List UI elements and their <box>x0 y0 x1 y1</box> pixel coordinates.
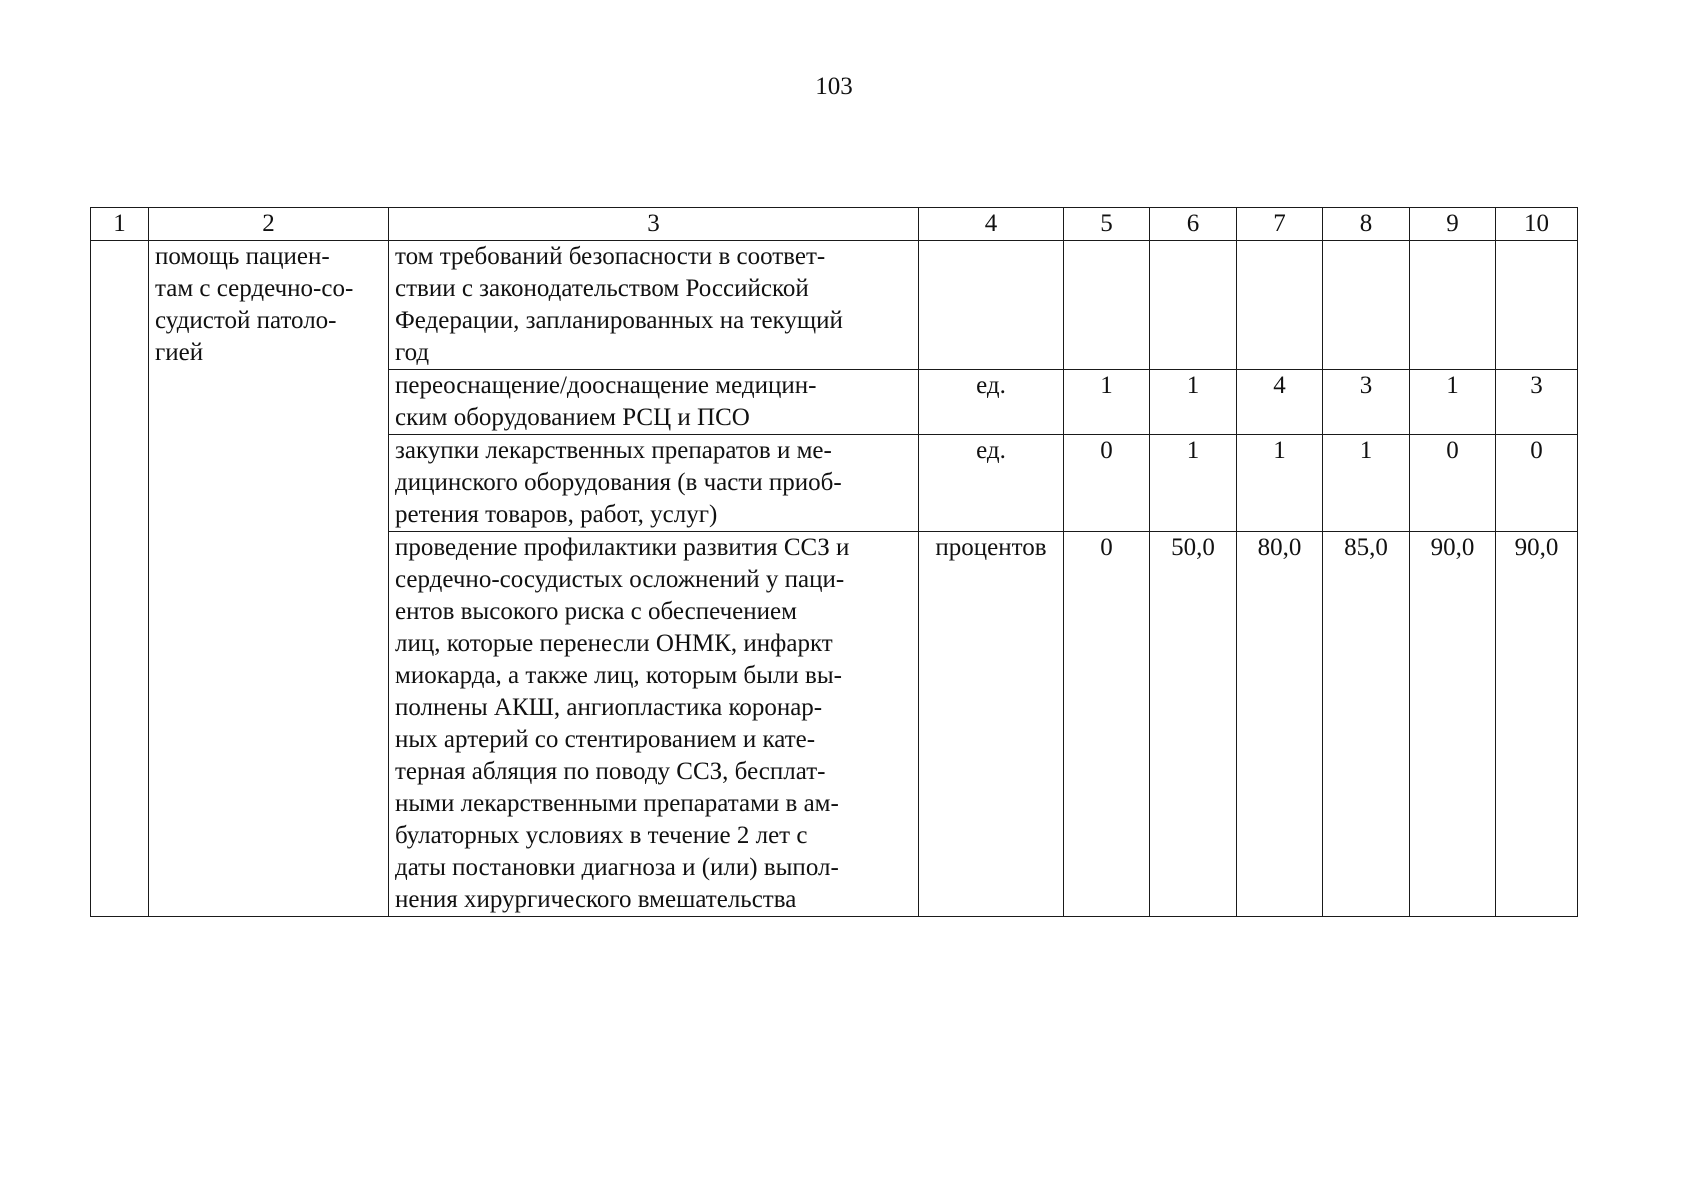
value-col-7: 4 <box>1237 370 1323 435</box>
description-line: терная абляция по поводу ССЗ, бесплат- <box>395 758 826 785</box>
description-line: миокарда, а также лиц, которым были вы- <box>395 662 842 689</box>
description-line: переоснащение/дооснащение медицин- <box>395 372 817 399</box>
description-line: ствии с законодательством Российской <box>395 275 809 302</box>
description-line: сердечно-сосудистых осложнений у паци- <box>395 566 845 593</box>
description-line: ретения товаров, работ, услуг) <box>395 501 718 528</box>
description-line: даты постановки диагноза и (или) выпол- <box>395 854 839 881</box>
value-col-7 <box>1237 241 1323 370</box>
value-col-5: 1 <box>1064 370 1150 435</box>
description-line: закупки лекарственных препаратов и ме- <box>395 437 832 464</box>
value-col-5: 0 <box>1064 532 1150 917</box>
section-name-line: там с сердечно-со- <box>155 275 354 302</box>
header-col-2: 2 <box>149 208 389 241</box>
value-col-8: 1 <box>1323 435 1410 532</box>
indicator-description <box>389 532 919 917</box>
value-col-9: 0 <box>1410 435 1496 532</box>
header-col-4: 4 <box>919 208 1064 241</box>
indicator-description <box>389 370 919 435</box>
description-line: полнены АКШ, ангиопластика коронар- <box>395 694 823 721</box>
table-row <box>91 241 1578 370</box>
header-col-1: 1 <box>91 208 149 241</box>
description-line: ными лекарственными препаратами в ам- <box>395 790 839 817</box>
header-col-10: 10 <box>1496 208 1578 241</box>
header-col-8: 8 <box>1323 208 1410 241</box>
value-col-10: 3 <box>1496 370 1578 435</box>
header-col-9: 9 <box>1410 208 1496 241</box>
description-line: ским оборудованием РСЦ и ПСО <box>395 404 750 431</box>
header-col-6: 6 <box>1150 208 1237 241</box>
value-col-7: 1 <box>1237 435 1323 532</box>
header-row <box>91 208 1578 241</box>
unit-cell: ед. <box>919 435 1064 532</box>
header-col-5: 5 <box>1064 208 1150 241</box>
value-col-8 <box>1323 241 1410 370</box>
value-col-5: 0 <box>1064 435 1150 532</box>
unit-cell <box>919 241 1064 370</box>
value-col-9: 1 <box>1410 370 1496 435</box>
description-line: дицинского оборудования (в части приоб- <box>395 469 842 496</box>
page-number: 103 <box>815 73 853 100</box>
indicator-description <box>389 241 919 370</box>
value-col-10: 0 <box>1496 435 1578 532</box>
unit-cell: процентов <box>919 532 1064 917</box>
value-col-10: 90,0 <box>1496 532 1578 917</box>
value-col-9: 90,0 <box>1410 532 1496 917</box>
value-col-9 <box>1410 241 1496 370</box>
value-col-6: 1 <box>1150 370 1237 435</box>
description-line: Федерации, запланированных на текущий <box>395 307 843 334</box>
description-line: булаторных условиях в течение 2 лет с <box>395 822 808 849</box>
section-name-line: помощь пациен- <box>155 243 330 270</box>
description-line: ентов высокого риска с обеспечением <box>395 598 797 625</box>
indicator-description <box>389 435 919 532</box>
section-name-line: судистой патоло- <box>155 307 337 334</box>
value-col-10 <box>1496 241 1578 370</box>
value-col-8: 3 <box>1323 370 1410 435</box>
value-col-7: 80,0 <box>1237 532 1323 917</box>
description-line: лиц, которые перенесли ОНМК, инфаркт <box>395 630 833 657</box>
cell-col-1 <box>91 241 149 917</box>
unit-cell: ед. <box>919 370 1064 435</box>
header-col-3: 3 <box>389 208 919 241</box>
description-line: проведение профилактики развития ССЗ и <box>395 534 850 561</box>
value-col-5 <box>1064 241 1150 370</box>
indicators-table <box>90 207 1578 917</box>
section-name-cell <box>149 241 389 917</box>
section-name-line: гией <box>155 339 204 366</box>
description-line: нения хирургического вмешательства <box>395 886 797 913</box>
value-col-6: 1 <box>1150 435 1237 532</box>
header-col-7: 7 <box>1237 208 1323 241</box>
description-line: год <box>395 339 430 366</box>
description-line: том требований безопасности в соответ- <box>395 243 826 270</box>
description-line: ных артерий со стентированием и кате- <box>395 726 816 753</box>
value-col-6 <box>1150 241 1237 370</box>
value-col-6: 50,0 <box>1150 532 1237 917</box>
value-col-8: 85,0 <box>1323 532 1410 917</box>
